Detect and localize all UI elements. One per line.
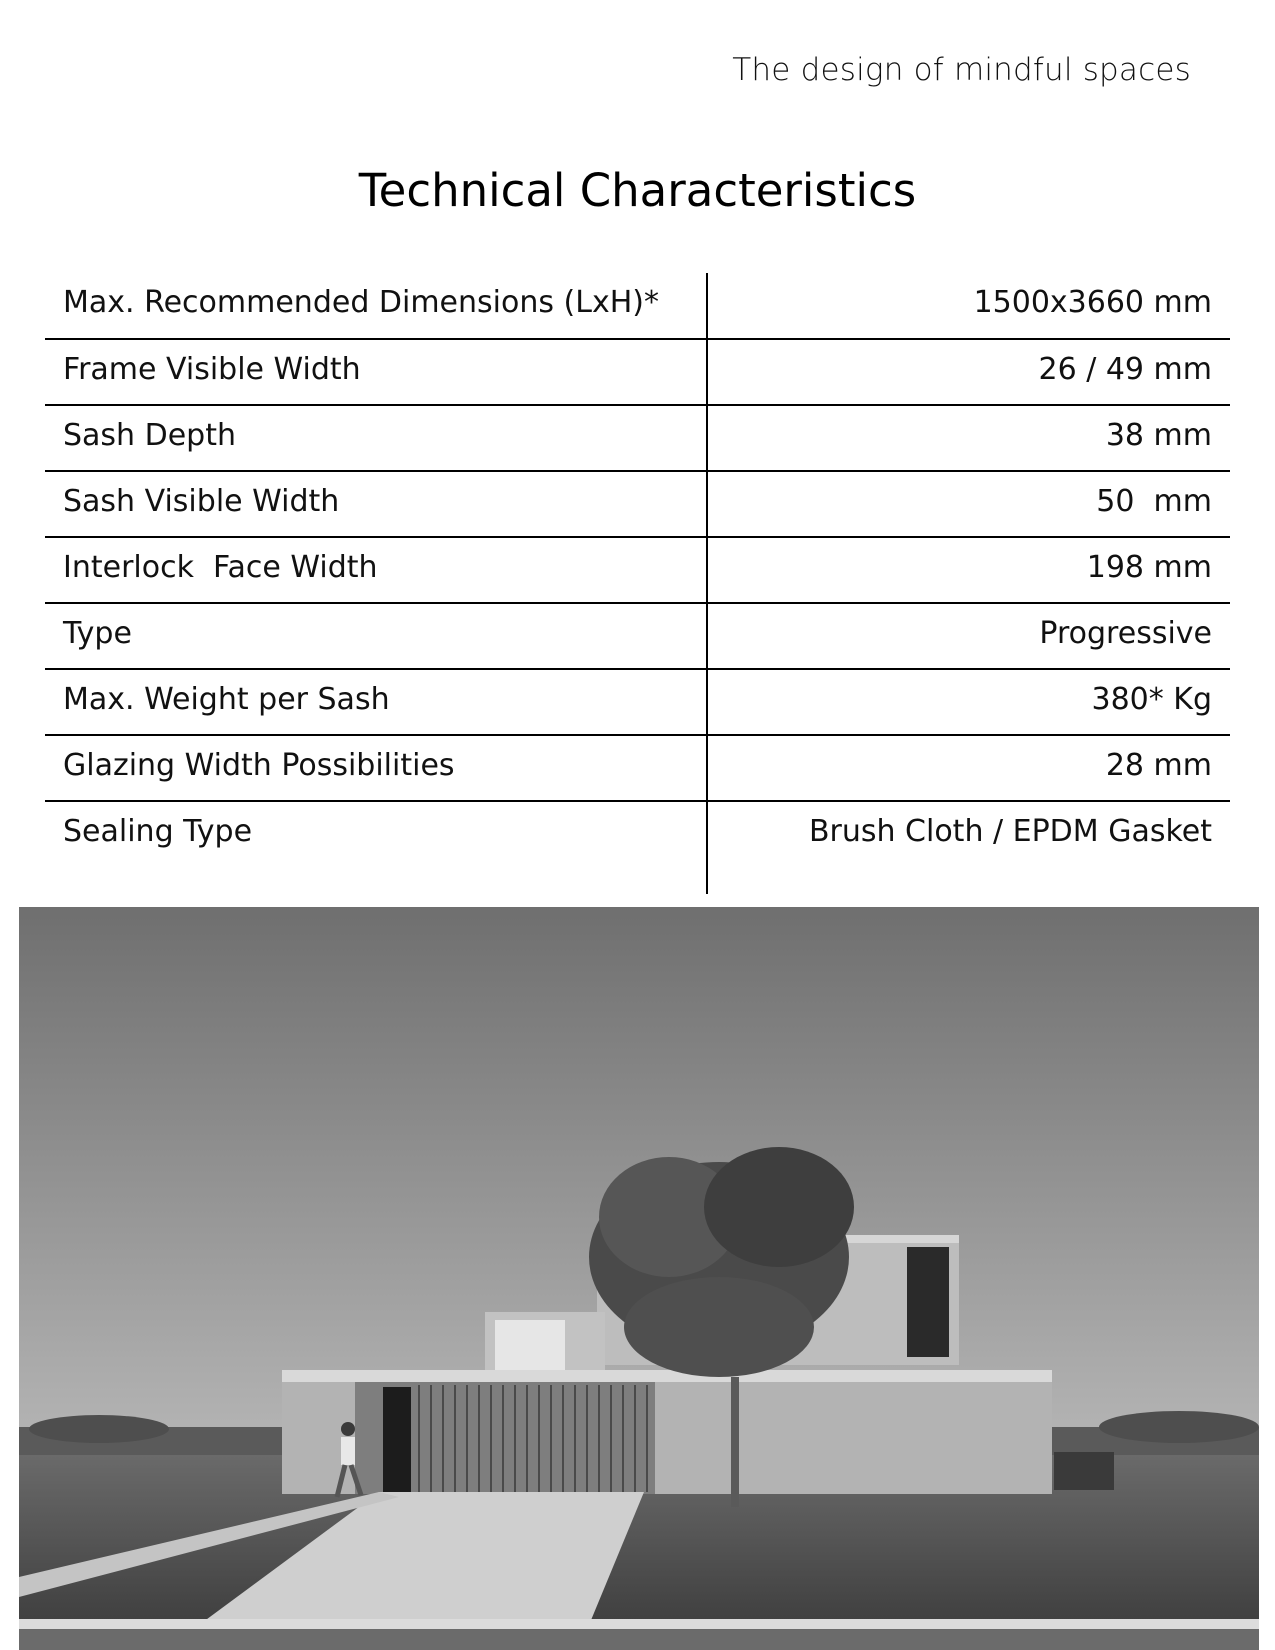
spec-value: 380* Kg bbox=[1091, 682, 1212, 717]
house-illustration bbox=[19, 907, 1259, 1650]
table-row bbox=[45, 405, 1230, 471]
table-row bbox=[45, 603, 1230, 669]
spec-label: Frame Visible Width bbox=[45, 339, 707, 405]
spec-table bbox=[45, 273, 1230, 894]
spec-value: Progressive bbox=[1039, 616, 1212, 651]
table-row bbox=[45, 801, 1230, 894]
spec-label: Sealing Type bbox=[45, 801, 707, 894]
table-row bbox=[45, 669, 1230, 735]
spec-value: 26 / 49 mm bbox=[1038, 352, 1212, 387]
table-row bbox=[45, 273, 1230, 339]
spec-label: Sash Depth bbox=[45, 405, 707, 471]
spec-value: 50 mm bbox=[1096, 484, 1212, 519]
spec-label: Max. Weight per Sash bbox=[45, 669, 707, 735]
spec-label: Interlock Face Width bbox=[45, 537, 707, 603]
house-photo bbox=[19, 907, 1259, 1650]
table-row bbox=[45, 471, 1230, 537]
header-tagline: The design of mindful spaces bbox=[732, 52, 1191, 88]
spec-label: Type bbox=[45, 603, 707, 669]
table-row bbox=[45, 537, 1230, 603]
spec-value: Brush Cloth / EPDM Gasket bbox=[808, 814, 1212, 849]
table-row bbox=[45, 735, 1230, 801]
spec-label: Sash Visible Width bbox=[45, 471, 707, 537]
spec-label: Glazing Width Possibilities bbox=[45, 735, 707, 801]
spec-value: 28 mm bbox=[1105, 748, 1212, 783]
spec-value: 38 mm bbox=[1105, 418, 1212, 453]
spec-label: Max. Recommended Dimensions (LxH)* bbox=[45, 273, 707, 339]
spec-value: 198 mm bbox=[1086, 550, 1212, 585]
page-title: Technical Characteristics bbox=[358, 164, 917, 217]
table-row bbox=[45, 339, 1230, 405]
spec-value: 1500x3660 mm bbox=[973, 285, 1212, 320]
